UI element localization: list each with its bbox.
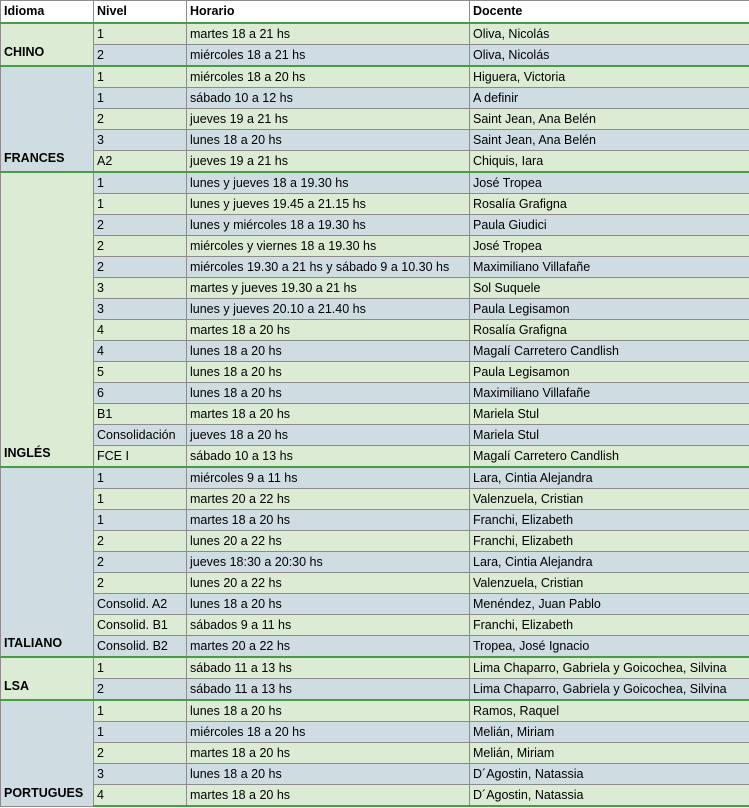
table-row xyxy=(1,636,749,658)
horario-cell: lunes 20 a 22 hs xyxy=(187,573,470,594)
horario-cell: miércoles 18 a 21 hs xyxy=(187,45,470,67)
horario-cell: martes 20 a 22 hs xyxy=(187,636,470,658)
horario-cell: martes 18 a 20 hs xyxy=(187,404,470,425)
nivel-cell: A2 xyxy=(94,151,187,173)
header-horario: Horario xyxy=(187,1,470,24)
nivel-cell: 2 xyxy=(94,552,187,573)
header-row xyxy=(1,1,749,24)
docente-cell: Maximiliano Villafañe xyxy=(470,383,749,404)
nivel-cell: 1 xyxy=(94,88,187,109)
docente-cell: Saint Jean, Ana Belén xyxy=(470,109,749,130)
horario-cell: lunes y jueves 20.10 a 21.40 hs xyxy=(187,299,470,320)
table-row xyxy=(1,66,749,88)
docente-cell: José Tropea xyxy=(470,172,749,194)
idioma-cell: ITALIANO xyxy=(1,467,94,657)
table-row xyxy=(1,23,749,45)
nivel-cell: Consolid. A2 xyxy=(94,594,187,615)
table-row xyxy=(1,341,749,362)
docente-cell: Magalí Carretero Candlish xyxy=(470,446,749,468)
horario-cell: sábado 10 a 13 hs xyxy=(187,446,470,468)
idioma-cell: PORTUGUES xyxy=(1,700,94,806)
docente-cell: Tropea, José Ignacio xyxy=(470,636,749,658)
nivel-cell: 4 xyxy=(94,341,187,362)
idioma-cell: LSA xyxy=(1,657,94,700)
horario-cell: lunes 18 a 20 hs xyxy=(187,764,470,785)
nivel-cell: B1 xyxy=(94,404,187,425)
table-row xyxy=(1,194,749,215)
table-row xyxy=(1,109,749,130)
nivel-cell: 2 xyxy=(94,573,187,594)
docente-cell: Maximiliano Villafañe xyxy=(470,257,749,278)
table-row xyxy=(1,404,749,425)
nivel-cell: 4 xyxy=(94,785,187,807)
horario-cell: jueves 19 a 21 hs xyxy=(187,109,470,130)
idioma-cell: FRANCES xyxy=(1,66,94,172)
docente-cell: Franchi, Elizabeth xyxy=(470,615,749,636)
horario-cell: miércoles 19.30 a 21 hs y sábado 9 a 10.30 hs xyxy=(187,257,470,278)
table-row xyxy=(1,743,749,764)
horario-cell: sábado 11 a 13 hs xyxy=(187,657,470,679)
docente-cell: Menéndez, Juan Pablo xyxy=(470,594,749,615)
docente-cell: D´Agostin, Natassia xyxy=(470,764,749,785)
table-row xyxy=(1,383,749,404)
table-row xyxy=(1,236,749,257)
table-row xyxy=(1,764,749,785)
horario-cell: lunes 18 a 20 hs xyxy=(187,700,470,722)
horario-cell: lunes y miércoles 18 a 19.30 hs xyxy=(187,215,470,236)
table-row xyxy=(1,531,749,552)
horario-cell: lunes 18 a 20 hs xyxy=(187,130,470,151)
horario-cell: lunes 18 a 20 hs xyxy=(187,362,470,383)
table-row xyxy=(1,615,749,636)
nivel-cell: 2 xyxy=(94,45,187,67)
docente-cell: Lara, Cintia Alejandra xyxy=(470,552,749,573)
horario-cell: martes 18 a 20 hs xyxy=(187,320,470,341)
idioma-cell: CHINO xyxy=(1,23,94,66)
docente-cell: D´Agostin, Natassia xyxy=(470,785,749,807)
horario-cell: martes y jueves 19.30 a 21 hs xyxy=(187,278,470,299)
nivel-cell: 1 xyxy=(94,172,187,194)
nivel-cell: 1 xyxy=(94,657,187,679)
nivel-cell: 2 xyxy=(94,679,187,701)
docente-cell: Ramos, Raquel xyxy=(470,700,749,722)
docente-cell: Rosalía Grafigna xyxy=(470,194,749,215)
horario-cell: miércoles 18 a 20 hs xyxy=(187,722,470,743)
docente-cell: Franchi, Elizabeth xyxy=(470,510,749,531)
horario-cell: miércoles 18 a 20 hs xyxy=(187,66,470,88)
table-row xyxy=(1,785,749,807)
horario-cell: jueves 18 a 20 hs xyxy=(187,425,470,446)
docente-cell: Franchi, Elizabeth xyxy=(470,531,749,552)
table-row xyxy=(1,489,749,510)
horario-cell: martes 18 a 20 hs xyxy=(187,510,470,531)
table-row xyxy=(1,172,749,194)
nivel-cell: 2 xyxy=(94,109,187,130)
nivel-cell: 1 xyxy=(94,510,187,531)
table-row xyxy=(1,278,749,299)
nivel-cell: 6 xyxy=(94,383,187,404)
docente-cell: Chiquis, Iara xyxy=(470,151,749,173)
nivel-cell: 1 xyxy=(94,194,187,215)
header-idioma: Idioma xyxy=(1,1,94,24)
horario-cell: lunes 18 a 20 hs xyxy=(187,594,470,615)
table-row xyxy=(1,467,749,489)
table-row xyxy=(1,679,749,701)
nivel-cell: 3 xyxy=(94,764,187,785)
table-row xyxy=(1,552,749,573)
docente-cell: Melián, Miriam xyxy=(470,743,749,764)
horario-cell: lunes y jueves 18 a 19.30 hs xyxy=(187,172,470,194)
table-row xyxy=(1,45,749,67)
nivel-cell: 4 xyxy=(94,320,187,341)
table-row xyxy=(1,130,749,151)
docente-cell: Valenzuela, Cristian xyxy=(470,573,749,594)
table-body xyxy=(1,23,749,806)
horario-cell: sábado 10 a 12 hs xyxy=(187,88,470,109)
horario-cell: martes 18 a 20 hs xyxy=(187,743,470,764)
table-row xyxy=(1,362,749,383)
nivel-cell: 1 xyxy=(94,66,187,88)
horario-cell: jueves 19 a 21 hs xyxy=(187,151,470,173)
docente-cell: Oliva, Nicolás xyxy=(470,45,749,67)
nivel-cell: 2 xyxy=(94,257,187,278)
table-row xyxy=(1,425,749,446)
docente-cell: Mariela Stul xyxy=(470,404,749,425)
horario-cell: jueves 18:30 a 20:30 hs xyxy=(187,552,470,573)
nivel-cell: 2 xyxy=(94,236,187,257)
table-row xyxy=(1,722,749,743)
table-row xyxy=(1,446,749,468)
horario-cell: martes 18 a 21 hs xyxy=(187,23,470,45)
docente-cell: Oliva, Nicolás xyxy=(470,23,749,45)
nivel-cell: 3 xyxy=(94,299,187,320)
nivel-cell: FCE I xyxy=(94,446,187,468)
horario-cell: lunes 20 a 22 hs xyxy=(187,531,470,552)
idioma-cell: INGLÉS xyxy=(1,172,94,467)
docente-cell: Lima Chaparro, Gabriela y Goicochea, Silvina xyxy=(470,679,749,701)
nivel-cell: 5 xyxy=(94,362,187,383)
table-row xyxy=(1,510,749,531)
nivel-cell: 1 xyxy=(94,467,187,489)
nivel-cell: 2 xyxy=(94,215,187,236)
nivel-cell: Consolid. B2 xyxy=(94,636,187,658)
table-row xyxy=(1,257,749,278)
horario-cell: martes 20 a 22 hs xyxy=(187,489,470,510)
docente-cell: Valenzuela, Cristian xyxy=(470,489,749,510)
horario-cell: lunes y jueves 19.45 a 21.15 hs xyxy=(187,194,470,215)
horario-cell: lunes 18 a 20 hs xyxy=(187,341,470,362)
table-row xyxy=(1,657,749,679)
nivel-cell: 3 xyxy=(94,130,187,151)
nivel-cell: 2 xyxy=(94,531,187,552)
docente-cell: José Tropea xyxy=(470,236,749,257)
table-row xyxy=(1,594,749,615)
nivel-cell: 1 xyxy=(94,700,187,722)
table-row xyxy=(1,151,749,173)
table-row xyxy=(1,88,749,109)
docente-cell: Paula Legisamon xyxy=(470,362,749,383)
docente-cell: A definir xyxy=(470,88,749,109)
horario-cell: sábado 11 a 13 hs xyxy=(187,679,470,701)
nivel-cell: 1 xyxy=(94,722,187,743)
horario-cell: martes 18 a 20 hs xyxy=(187,785,470,807)
docente-cell: Higuera, Victoria xyxy=(470,66,749,88)
table-row xyxy=(1,573,749,594)
docente-cell: Saint Jean, Ana Belén xyxy=(470,130,749,151)
table-row xyxy=(1,320,749,341)
docente-cell: Rosalía Grafigna xyxy=(470,320,749,341)
docente-cell: Magalí Carretero Candlish xyxy=(470,341,749,362)
nivel-cell: Consolidación xyxy=(94,425,187,446)
header-docente: Docente xyxy=(470,1,749,24)
docente-cell: Lara, Cintia Alejandra xyxy=(470,467,749,489)
table-row xyxy=(1,215,749,236)
horario-cell: miércoles 9 a 11 hs xyxy=(187,467,470,489)
nivel-cell: 2 xyxy=(94,743,187,764)
table-row xyxy=(1,299,749,320)
docente-cell: Paula Giudici xyxy=(470,215,749,236)
horario-cell: miércoles y viernes 18 a 19.30 hs xyxy=(187,236,470,257)
nivel-cell: Consolid. B1 xyxy=(94,615,187,636)
docente-cell: Sol Suquele xyxy=(470,278,749,299)
docente-cell: Mariela Stul xyxy=(470,425,749,446)
nivel-cell: 1 xyxy=(94,489,187,510)
horario-cell: sábados 9 a 11 hs xyxy=(187,615,470,636)
horario-cell: lunes 18 a 20 hs xyxy=(187,383,470,404)
table-row xyxy=(1,700,749,722)
docente-cell: Lima Chaparro, Gabriela y Goicochea, Silvina xyxy=(470,657,749,679)
docente-cell: Melián, Miriam xyxy=(470,722,749,743)
nivel-cell: 1 xyxy=(94,23,187,45)
docente-cell: Paula Legisamon xyxy=(470,299,749,320)
nivel-cell: 3 xyxy=(94,278,187,299)
header-nivel: Nivel xyxy=(94,1,187,24)
